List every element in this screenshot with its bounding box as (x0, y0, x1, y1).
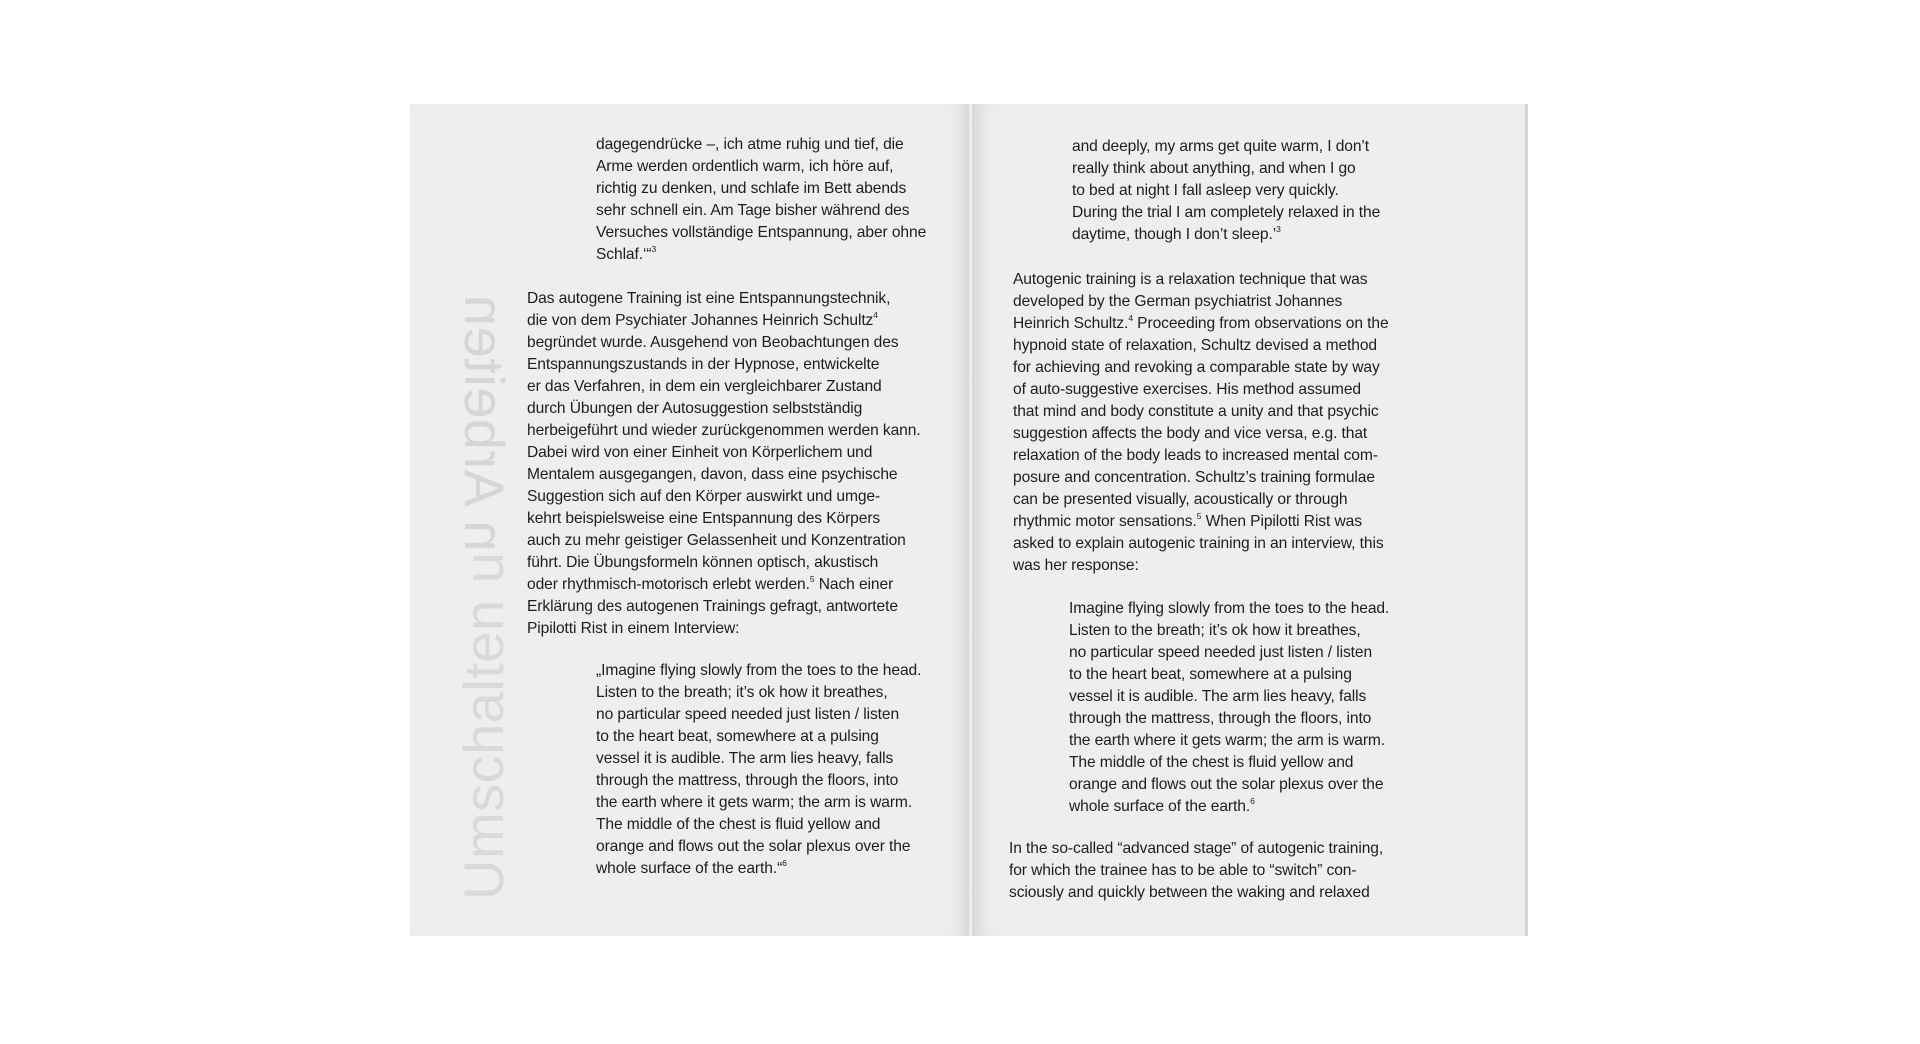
vertical-running-title: Umschalten un Arbeiten (452, 294, 516, 900)
paragraph-en: Autogenic training is a relaxation technique that was developed by the German psychiatrist Johannes Heinrich Schultz.$^4$ Proceeding from observations on the hypnoid state of relaxation, Schultz devised a method for achieving and revoking a comparable state by way of auto-suggestive exercises. His method assumed that mind and body constitute a unity and that psychic suggestion affects the body and vice versa, e.g. that relaxation of the body leads to increased mental com- posure and concentration. Schultz’s training formulae can be presented visually, acoustically or through rhythmic motor sensations.$^5$ When Pipilotti Rist was asked to explain autogenic training in an interview, this was her response: (1013, 271, 1389, 574)
right-page (972, 104, 1528, 936)
paragraph-en-2: In the so-called “advanced stage” of autogenic training, for which the trainee has to be able to “switch” con- sciously and quickly between the waking and relaxed (1009, 840, 1384, 901)
quote-en: Imagine flying slowly from the toes to the head. Listen to the breath; it’s ok how it breathes, no particular speed needed just listen / listen to the heart beat, somewhere at a pulsing vessel it is audible. The arm lies heavy, falls through the mattress, through the floors, into the earth where it gets warm; the arm is warm. The middle of the chest is fluid yellow and orange and flows out the solar plexus over the whole surface of the earth.$^6$ (1069, 600, 1390, 815)
quote-continuation-de: dagegendrücke –, ich atme ruhig und tief, die Arme werden ordentlich warm, ich höre auf, richtig zu denken, und schlafe im Bett abends sehr schnell ein. Am Tage bisher während des Versuches vollständige Entspannung, aber ohne Schlaf.‘“$^3$ (596, 136, 927, 263)
quote-continuation-en: and deeply, my arms get quite warm, I don’t really think about anything, and when I go to bed at night I fall asleep very quickly. During the trial I am completely relaxed in the daytime, though I don’t sleep.’$^3$ (1072, 138, 1381, 243)
paragraph-de: Das autogene Training ist eine Entspannungstechnik, die von dem Psychiater Johannes Heinrich Schultz$^4$ begründet wurde. Ausgehend von Beobachtungen des Entspannungszustands in der Hypnose, entwickelte er das Verfahren, in dem ein vergleichbarer Zustand durch Übungen der Autosuggestion selbstständig herbeigeführt und wieder zurückgenommen werden kann. Dabei wird von einer Einheit von Körperlichem und Mentalem ausgegangen, davon, dass eine psychische Suggestion sich auf den Körper auswirkt und umge- kehrt beispielsweise eine Entspannung des Körpers auch zu mehr geistiger Gelassenheit und Konzentration führt. Die Übungsformeln können optisch, akustisch oder rhythmisch-motorisch erlebt werden.$^5$ Nach einer Erklärung des autogenen Trainings gefragt, antwortete Pipilotti Rist in einem Interview: (527, 290, 921, 637)
quote-de: „Imagine flying slowly from the toes to the head. Listen to the breath; it’s ok how it breathes, no particular speed needed just listen / listen to the heart beat, somewhere at a pulsing vessel it is audible. The arm lies heavy, falls through the mattress, through the floors, into the earth where it gets warm; the arm is warm. The middle of the chest is fluid yellow and orange and flows out the solar plexus over the whole surface of the earth.“$^6$ (596, 662, 922, 877)
open-booklet (410, 104, 1525, 936)
left-page (410, 104, 971, 936)
